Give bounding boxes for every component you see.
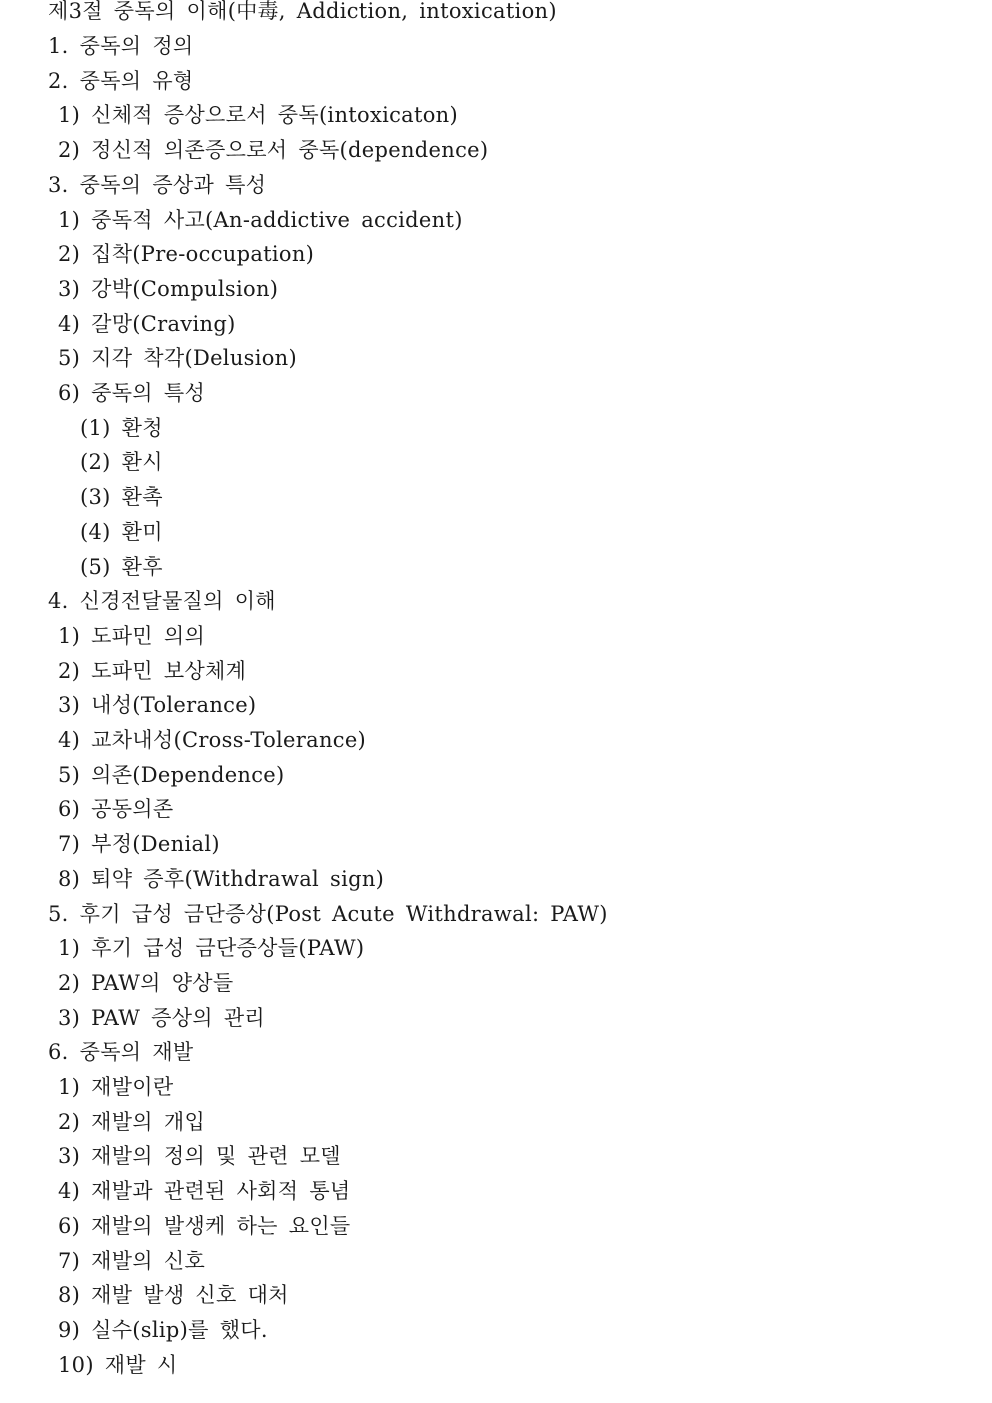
outline-subitem: 2) 재발의 개입 [58,1109,206,1134]
outline-subitem: 1) 중독적 사고(An-addictive accident) [58,207,463,232]
outline-subitem: 6) 공동의존 [58,797,174,822]
outline-subitem: 9) 실수(slip)를 했다. [58,1317,268,1342]
outline-subitem: 2) 집착(Pre-occupation) [58,242,315,267]
outline-subitem: 5) 지각 착각(Delusion) [58,346,298,371]
outline-subitem: 3) PAW 증상의 관리 [58,1005,266,1030]
outline-subitem: 10) 재발 시 [58,1352,178,1377]
outline-subitem: 5) 의존(Dependence) [58,762,285,787]
section-title: 제3절 중독의 이해(中毒, Addiction, intoxication) [48,0,557,23]
outline-subitem: 3) 내성(Tolerance) [58,693,257,718]
outline-subitem: 2) PAW의 양상들 [58,970,234,995]
outline-subsubitem: (4) 환미 [80,519,163,544]
outline-subitem: 2) 정신적 의존증으로서 중독(dependence) [58,138,489,163]
outline-subitem: 1) 신체적 증상으로서 중독(intoxicaton) [58,103,458,128]
outline-heading: 3. 중독의 증상과 특성 [48,172,267,197]
outline-subitem: 3) 강박(Compulsion) [58,276,279,301]
outline-subitem: 8) 퇴약 증후(Withdrawal sign) [58,866,385,891]
outline-subitem: 4) 교차내성(Cross-Tolerance) [58,728,367,752]
outline-heading: 5. 후기 급성 금단증상(Post Acute Withdrawal: PAW) [48,901,608,926]
outline-heading: 4. 신경전달물질의 이해 [48,589,276,614]
outline-heading: 2. 중독의 유형 [48,68,194,93]
outline-subitem: 3) 재발의 정의 및 관련 모델 [58,1144,341,1169]
outline-subitem: 1) 재발이란 [58,1075,174,1099]
outline-subitem: 4) 갈망(Craving) [58,311,236,336]
outline-subitem: 8) 재발 발생 신호 대처 [58,1283,289,1308]
outline-heading: 6. 중독의 재발 [48,1040,194,1065]
outline-subitem: 7) 재발의 신호 [58,1248,206,1273]
outline-subitem: 7) 부정(Denial) [58,832,220,857]
outline-heading: 1. 중독의 정의 [48,34,194,58]
outline-subitem: 6) 재발의 발생케 하는 요인들 [58,1213,351,1238]
outline-subsubitem: (2) 환시 [80,450,163,475]
outline-subsubitem: (5) 환후 [80,554,163,579]
outline-subitem: 6) 중독의 특성 [58,381,206,405]
outline-subitem: 2) 도파민 보상체계 [58,658,247,683]
outline-subitem: 1) 후기 급성 금단증상들(PAW) [58,936,365,961]
outline-subsubitem: (3) 환촉 [80,485,163,510]
outline-subitem: 1) 도파민 의의 [58,623,206,648]
outline-subitem: 4) 재발과 관련된 사회적 통념 [58,1179,351,1204]
outline-subsubitem: (1) 환청 [80,415,163,440]
